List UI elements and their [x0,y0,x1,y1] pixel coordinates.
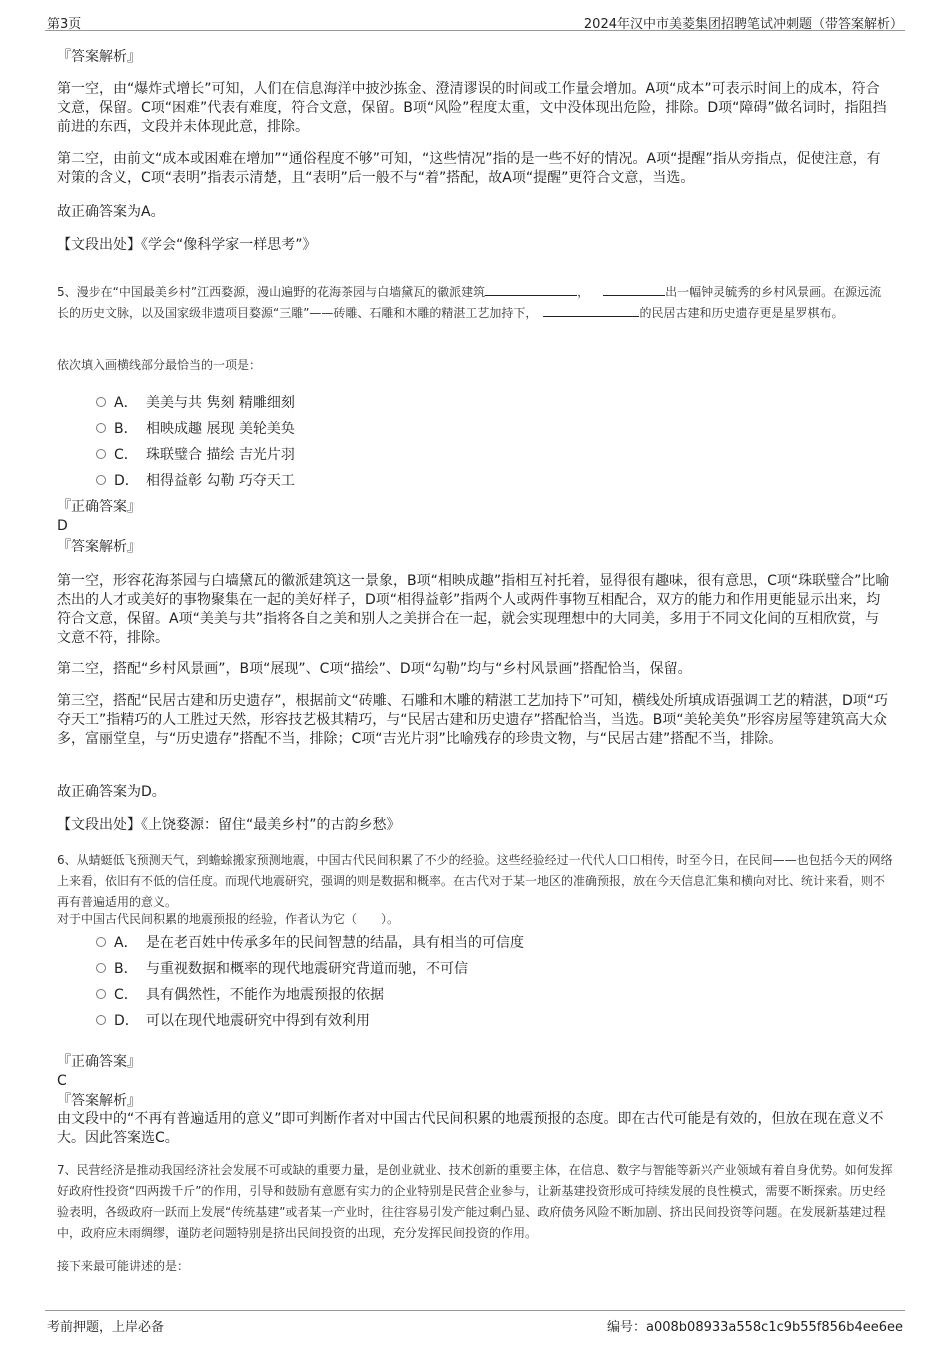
radio-icon[interactable] [96,1015,106,1025]
q6-analysis: 由文段中的“不再有普遍适用的意义”即可判断作者对中国古代民间积累的地震预报的态度。即在古代可能是有效的，但放在现在意义不大。因此答案选C。 [57,1111,884,1146]
q7-prompt: 接下来最可能讲述的是： [57,1259,190,1273]
document-title: 2024年汉中市美菱集团招聘笔试冲刺题（带答案解析） [583,17,903,32]
q4-source: 【文段出处】《学会“像科学家一样思考”》 [57,237,317,253]
q5-prompt: 依次填入画横线部分最恰当的一项是： [57,358,262,372]
q5-option-c[interactable] [96,446,295,464]
option-text: 珠联璧合 描绘 吉光片羽 [146,447,295,463]
radio-icon[interactable] [96,449,106,459]
q6-option-b[interactable] [96,960,468,978]
q5-option-b[interactable] [96,420,295,438]
q5-stem [57,282,893,324]
radio-icon[interactable] [96,475,106,485]
q5-option-a[interactable] [96,394,295,412]
option-text: 相映成趣 展现 美轮美奂 [146,421,295,437]
radio-icon[interactable] [96,423,106,433]
q6-option-d[interactable] [96,1012,370,1030]
q5-analysis-p3: 第三空，搭配“民居古建和历史遗存”，根据前文“砖雕、石雕和木雕的精湛工艺加持下”可知，横线处所填成语强调工艺的精湛，D项“巧夺天工”指精巧的人工胜过天然，形容技艺极其精巧，与“民居古建和历史遗存”搭配恰当，当选。B项“美轮美奂”形容房屋等建筑高大众多，富丽堂皇，与“历史遗存”搭配不当，排除；C项“吉光片羽”比喻残存的珍贵文物，与“民居古建”搭配不当，排除。 [57,693,889,747]
q5-blank-3 [543,303,639,317]
option-key: C． [114,447,138,463]
q5-analysis-label: 『答案解析』 [57,539,141,555]
q7-stem: 7、民营经济是推动我国经济社会发展不可或缺的重要力量，是创业就业、技术创新的重要主体，在信息、数字与智能等新兴产业领域有着自身优势。如何发挥好政府性投资“四两拨千斤”的作用，引导和鼓励有意愿有实力的企业特别是民营企业参与，让新基建投资形成可持续发展的良性模式，需要不断探索。历史经验表明，各级政府一跃而上发展“传统基建”或者某一产业时，往往容易引发产能过剩凸显、政府债务风险不断加剧、挤出民间投资等问题。在发展新基建过程中，政府应未雨绸缪，谨防老问题特别是挤出民间投资的出现，充分发挥民间投资的作用。 [57,1163,893,1240]
q6-correct-label: 『正确答案』 [57,1054,141,1070]
q6-analysis-label: 『答案解析』 [57,1093,141,1109]
footer-slogan: 考前押题，上岸必备 [47,1320,165,1335]
q4-analysis-p2: 第二空，由前文“成本或困难在增加”“通俗程度不够”可知，“这些情况”指的是一些不好的情况。A项“提醒”指从旁指点，促使注意，有对策的含义，C项“表明”指表示清楚，且“表明”后一般不与“着”搭配，故A项“提醒”更符合文意，当选。 [57,151,881,186]
option-text: 美美与共 隽刻 精雕细刻 [146,395,295,411]
option-key: B． [114,421,138,437]
option-key: D． [114,1013,139,1029]
q5-analysis-p2: 第二空，搭配“乡村风景画”，B项“展现”、C项“描绘”、D项“勾勒”均与“乡村风景画”搭配恰当，保留。 [57,661,692,677]
q6-prompt: 对于中国古代民间积累的地震预报的经验，作者认为它（ ）。 [57,912,400,926]
option-key: B． [114,961,138,977]
option-text: 具有偶然性，不能作为地震预报的依据 [146,987,384,1003]
radio-icon[interactable] [96,397,106,407]
radio-icon[interactable] [96,989,106,999]
option-key: A． [114,395,138,411]
option-key: A． [114,935,138,951]
q6-correct-answer: C [57,1073,67,1089]
q5-source: 【文段出处】《上饶婺源：留住“最美乡村”的古韵乡愁》 [57,817,401,833]
q5-stem-part-b: 出一幅钟灵毓秀的乡村风景画。在源远流长的历史文脉，以及国家级非遗项目婺源“三雕”——砖雕、石雕和木雕的精湛工艺加持下， [57,285,882,320]
q5-correct-answer: D [57,518,68,534]
radio-icon[interactable] [96,963,106,973]
option-key: C． [114,987,138,1003]
q5-conclusion: 故正确答案为D。 [57,784,166,800]
option-key: D． [114,473,139,489]
option-text: 可以在现代地震研究中得到有效利用 [146,1013,370,1029]
q5-correct-label: 『正确答案』 [57,499,141,515]
page-number: 第3页 [47,17,82,32]
option-text: 与重视数据和概率的现代地震研究背道而驰，不可信 [146,961,468,977]
q5-stem-part-c: 的民居古建和历史遗存更是星罗棋布。 [639,306,844,320]
radio-icon[interactable] [96,937,106,947]
page-footer [45,1310,905,1333]
q5-blank-1 [485,282,577,296]
q4-analysis-label: 『答案解析』 [57,49,141,65]
document-id: 编号：a008b08933a558c1c9b55f856b4ee6ee [607,1320,903,1335]
q5-stem-separator: ， [577,285,590,299]
q6-stem: 6、从蜻蜓低飞预测天气，到蟾蜍搬家预测地震，中国古代民间积累了不少的经验。这些经验经过一代代人口口相传，时至今日，在民间——也包括今天的网络上来看，依旧有不低的信任度。而现代地震研究，强调的则是数据和概率。在古代对于某一地区的准确预报，放在今天信息汇集和横向对比、统计来看，则不再有普遍适用的意义。 [57,853,893,909]
page-header [45,10,905,31]
q4-conclusion: 故正确答案为A。 [57,204,165,220]
q5-stem-part-a: 5、漫步在“中国最美乡村”江西婺源，漫山遍野的花海茶园与白墙黛瓦的徽派建筑 [57,285,486,299]
q6-option-c[interactable] [96,986,384,1004]
q6-option-a[interactable] [96,934,524,952]
q5-blank-2 [603,282,665,296]
q4-analysis-p1: 第一空，由“爆炸式增长”可知，人们在信息海洋中披沙拣金、澄清谬误的时间或工作量会增加。A项“成本”可表示时间上的成本，符合文意，保留。C项“困难”代表有难度，符合文意，保留。B项“风险”程度太重，文中没体现出危险，排除。D项“障碍”做名词时，指阻挡前进的东西，文段并未体现此意，排除。 [57,81,887,135]
q5-option-d[interactable] [96,472,295,490]
option-text: 是在老百姓中传承多年的民间智慧的结晶，具有相当的可信度 [146,935,524,951]
option-text: 相得益彰 勾勒 巧夺天工 [146,473,295,489]
q5-analysis-p1: 第一空，形容花海茶园与白墙黛瓦的徽派建筑这一景象，B项“相映成趣”指相互衬托着，显得很有趣味，很有意思，C项“珠联璧合”比喻杰出的人才或美好的事物聚集在一起的美好样子，D项“相得益彰”指两个人或两件事物互相配合，双方的能力和作用更能显示出来，均符合文意，保留。A项“美美与共”指将各自之美和别人之美拼合在一起，就会实现理想中的大同美，多用于不同文化间的互相欣赏，与文意不符，排除。 [57,573,890,646]
